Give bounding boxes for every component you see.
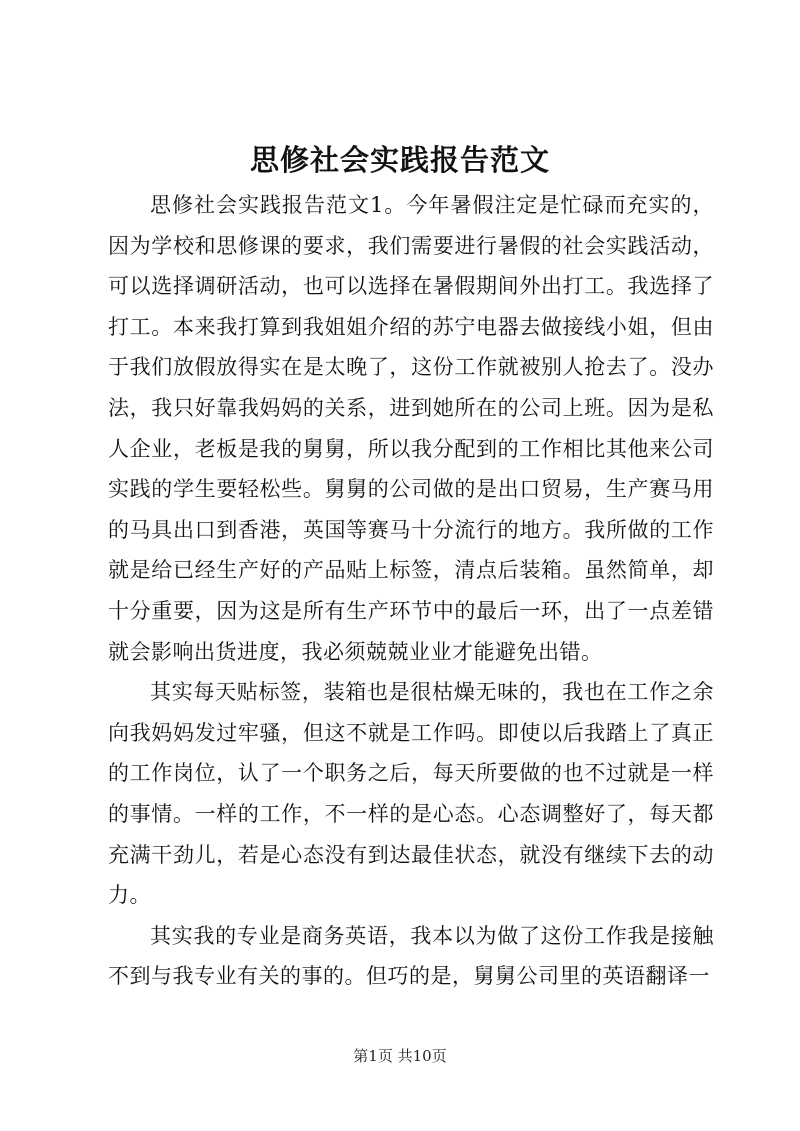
document-body xyxy=(108,185,714,997)
document-title: 思修社会实践报告范文 xyxy=(249,143,550,177)
page-footer: 第1页 共10页 xyxy=(353,1047,447,1065)
paragraph-3: 其实我的专业是商务英语，我本以为做了这份工作我是接触不到与我专业有关的事的。但巧的是，舅舅公司里的英语翻译一 xyxy=(108,923,714,989)
paragraph-2: 其实每天贴标签，装箱也是很枯燥无味的，我也在工作之余向我妈妈发过牢骚，但这不就是工作吗。即使以后我踏上了真正的工作岗位，认了一个职务之后，每天所要做的也不过就是一样的事情。一样的工作，不一样的是心态。心态调整好了，每天都充满干劲儿，若是心态没有到达最佳状态，就没有继续下去的动力。 xyxy=(108,680,714,908)
paragraph-1: 思修社会实践报告范文1。今年暑假注定是忙碌而充实的，因为学校和思修课的要求，我们需要进行暑假的社会实践活动，可以选择调研活动，也可以选择在暑假期间外出打工。我选择了打工。本来我打算到我姐姐介绍的苏宁电器去做接线小姐，但由于我们放假放得实在是太晚了，这份工作就被别人抢去了。没办法，我只好靠我妈妈的关系，进到她所在的公司上班。因为是私人企业，老板是我的舅舅，所以我分配到的工作相比其他来公司实践的学生要轻松些。舅舅的公司做的是出口贸易，生产赛马用的马具出口到香港，英国等赛马十分流行的地方。我所做的工作就是给已经生产好的产品贴上标签，清点后装箱。虽然简单，却十分重要，因为这是所有生产环节中的最后一环，出了一点差错就会影响出货进度，我必须兢兢业业才能避免出错。 xyxy=(108,193,714,664)
